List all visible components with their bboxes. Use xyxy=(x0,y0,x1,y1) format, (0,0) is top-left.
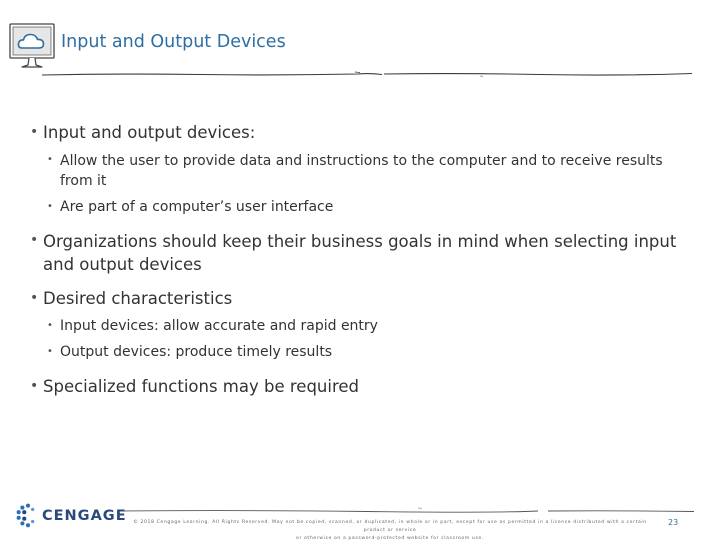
bullet-text-continued: from it xyxy=(60,173,107,189)
bullet-text: Input devices: allow accurate and rapid entry xyxy=(60,318,378,334)
bullet-dot: • xyxy=(47,320,53,331)
bullet-dot: • xyxy=(47,346,53,357)
bullet-item-level1 xyxy=(30,376,359,399)
bullet-dot: • xyxy=(30,378,39,394)
page-number: 23 xyxy=(668,518,679,527)
header-divider xyxy=(40,68,696,80)
slide-title: Input and Output Devices xyxy=(61,32,286,52)
bullet-item-level2 xyxy=(47,198,333,217)
bullet-dot: • xyxy=(30,290,39,306)
copyright-line: or otherwise on a password-protected website for classroom use. xyxy=(296,536,484,541)
bullet-text: Input and output devices: xyxy=(43,123,256,142)
bullet-text: Desired characteristics xyxy=(43,289,233,308)
bullet-item-level2 xyxy=(47,151,663,191)
bullet-item-level1 xyxy=(30,230,676,276)
bullet-text: Output devices: produce timely results xyxy=(60,344,333,360)
copyright-notice xyxy=(130,519,650,543)
bullet-text-continued: and output devices xyxy=(43,255,202,274)
bullet-item-level2 xyxy=(47,343,332,362)
bullet-text: Organizations should keep their business goals in mind when selecting input xyxy=(43,232,677,251)
footer-divider xyxy=(118,506,698,516)
bullet-text: Specialized functions may be required xyxy=(43,377,360,396)
bullet-dot: • xyxy=(47,154,53,165)
copyright-line: © 2018 Cengage Learning. All Rights Reserved. May not be copied, scanned, or duplicated, in whole or in part, except for use as permitted in a license distributed with a certain product or service xyxy=(133,520,647,533)
bullet-dot: • xyxy=(47,201,53,212)
bullet-item-level2 xyxy=(47,317,378,336)
bullet-dot: • xyxy=(30,124,39,140)
cengage-logo-icon xyxy=(14,500,42,530)
bullet-text: Are part of a computer’s user interface xyxy=(60,199,334,215)
cloud-monitor-icon xyxy=(8,22,56,72)
bullet-text: Allow the user to provide data and instructions to the computer and to receive results xyxy=(60,153,663,169)
cengage-logo-text: CENGAGE xyxy=(42,508,127,524)
bullet-item-level1 xyxy=(30,122,255,145)
bullet-dot: • xyxy=(30,232,39,248)
bullet-item-level1 xyxy=(30,288,232,311)
